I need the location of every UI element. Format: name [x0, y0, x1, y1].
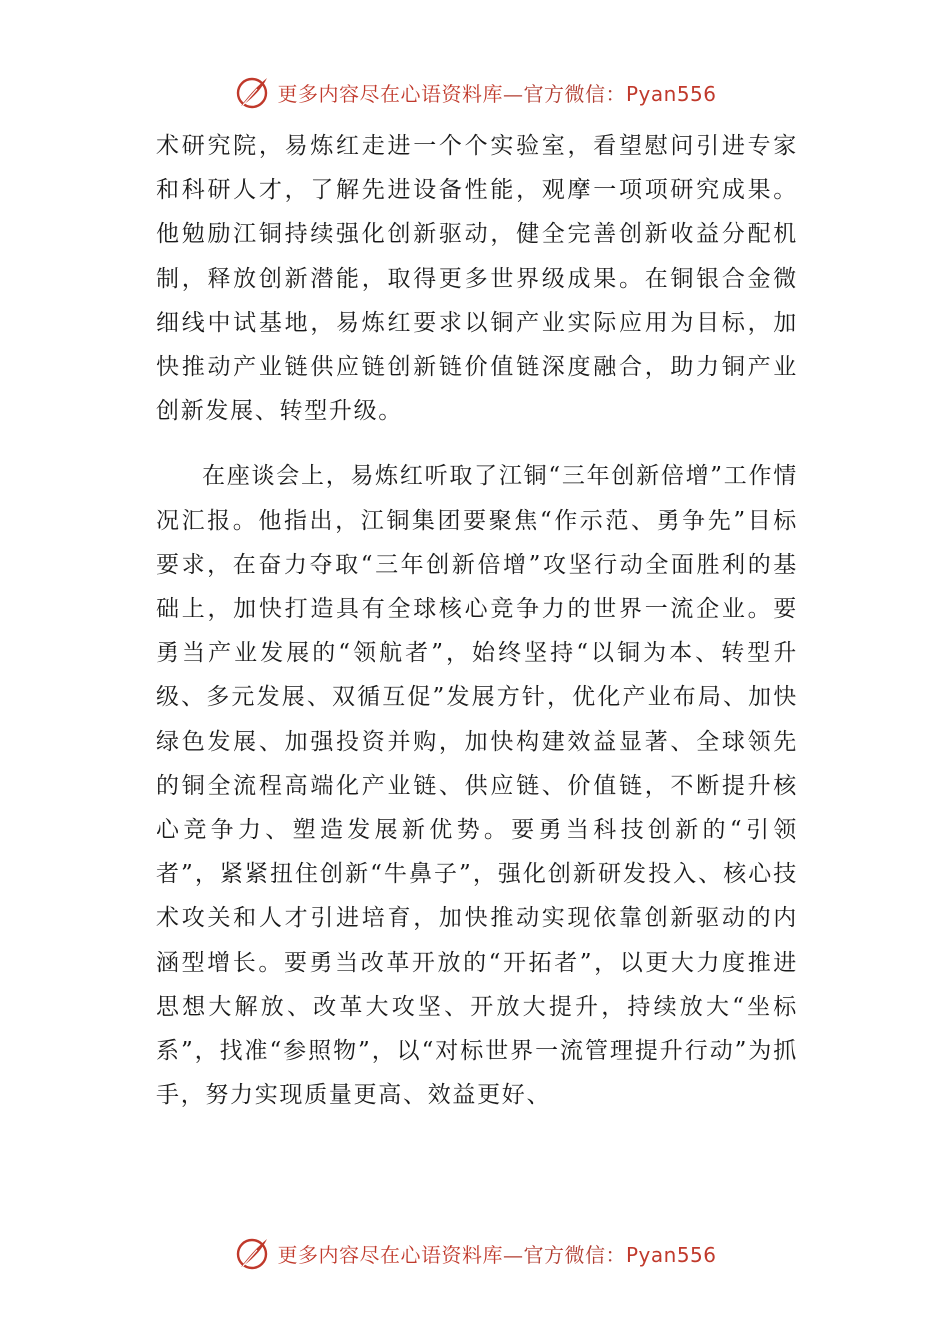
header-wechat-label: 官方微信：	[523, 81, 626, 106]
quill-pen-logo-icon	[233, 1233, 273, 1273]
paragraph-1: 术研究院，易炼红走进一个个实验室，看望慰问引进专家和科研人才，了解先进设备性能，观摩一项项研究成果。他勉励江铜持续强化创新驱动，健全完善创新收益分配机制，释放创新潜能，取得更多世界级成果。在铜银合金微细线中试基地，易炼红要求以铜产业实际应用为目标，加快推动产业链供应链创新链价值链深度融合，助力铜产业创新发展、转型升级。	[156, 133, 798, 425]
footer-banner-text	[277, 1239, 716, 1268]
header-banner-text	[277, 78, 716, 107]
header-wechat-id: Pyan556	[625, 81, 717, 106]
footer-banner	[0, 1233, 950, 1273]
footer-separator: —	[502, 1242, 524, 1267]
document-body	[156, 124, 798, 1117]
paragraph-2: 在座谈会上，易炼红听取了江铜“三年创新倍增”工作情况汇报。他指出，江铜集团要聚焦“作示范、勇争先”目标要求，在奋力夺取“三年创新倍增”攻坚行动全面胜利的基础上，加快打造具有全球核心竞争力的世界一流企业。要勇当产业发展的“领航者”，始终坚持“以铜为本、转型升级、多元发展、双循互促”发展方针，优化产业布局、加快绿色发展、加强投资并购，加快构建效益显著、全球领先的铜全流程高端化产业链、供应链、价值链，不断提升核心竞争力、塑造发展新优势。要勇当科技创新的“引领者”，紧紧扭住创新“牛鼻子”，强化创新研发投入、核心技术攻关和人才引进培育，加快推动实现依靠创新驱动的内涵型增长。要勇当改革开放的“开拓者”，以更大力度推进思想大解放、改革大攻坚、开放大提升，持续放大“坐标系”，找准“参照物”，以“对标世界一流管理提升行动”为抓手，努力实现质量更高、效益更好、	[156, 463, 798, 1109]
quill-pen-logo-icon	[233, 72, 273, 112]
header-library-text: 更多内容尽在心语资料库	[277, 81, 503, 106]
footer-library-text: 更多内容尽在心语资料库	[277, 1242, 503, 1267]
footer-wechat-id: Pyan556	[625, 1242, 717, 1267]
footer-wechat-label: 官方微信：	[523, 1242, 626, 1267]
header-banner	[0, 72, 950, 112]
header-separator: —	[502, 81, 524, 106]
